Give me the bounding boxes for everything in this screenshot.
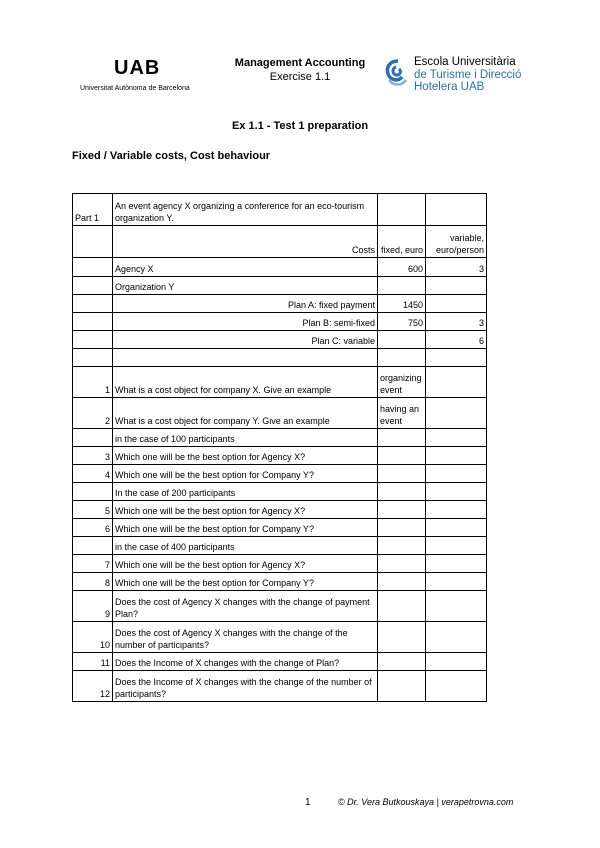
question-text: Does the cost of Agency X changes with the change of payment Plan? <box>113 591 378 622</box>
question-number: 8 <box>73 573 113 591</box>
case-label: in the case of 100 participants <box>113 429 378 447</box>
question-text: Which one will be the best option for Agency X? <box>113 555 378 573</box>
school-swirl-icon <box>384 58 410 88</box>
question-text: Which one will be the best option for Company Y? <box>113 465 378 483</box>
case-label: in the case of 400 participants <box>113 537 378 555</box>
question-row <box>73 591 487 622</box>
page-header <box>0 52 600 102</box>
plan-row <box>73 331 487 349</box>
uab-logo-subtitle: Universitat Autònoma de Barcelona <box>80 85 190 92</box>
question-row <box>73 465 487 483</box>
question-answer: having an event <box>378 398 426 429</box>
question-number: 4 <box>73 465 113 483</box>
question-row <box>73 622 487 653</box>
plan-label: Plan A: fixed payment <box>113 295 378 313</box>
page-number: 1 <box>305 797 311 808</box>
blank-row <box>73 349 487 367</box>
uab-logo <box>80 57 205 95</box>
question-answer: organizing event <box>378 367 426 398</box>
exercise-title: Ex 1.1 - Test 1 preparation <box>231 120 369 132</box>
school-name-line1: Escola Universitària <box>414 56 516 68</box>
agency-label: Agency X <box>113 258 378 277</box>
question-text: Which one will be the best option for Agency X? <box>113 447 378 465</box>
case-row <box>73 537 487 555</box>
case-row <box>73 483 487 501</box>
question-text: What is a cost object for company X. Give an example <box>113 367 378 398</box>
question-row <box>73 573 487 591</box>
case-label: In the case of 200 participants <box>113 483 378 501</box>
exercise-label: Exercise 1.1 <box>269 71 331 83</box>
question-row <box>73 555 487 573</box>
question-number: 7 <box>73 555 113 573</box>
part-label: Part 1 <box>73 194 113 226</box>
question-text: Does the cost of Agency X changes with the change of the number of participants? <box>113 622 378 653</box>
question-text: Which one will be the best option for Company Y? <box>113 573 378 591</box>
plan-variable <box>426 295 487 313</box>
header-row <box>73 226 487 258</box>
fixed-header: fixed, euro <box>378 226 426 258</box>
question-text: What is a cost object for company Y. Give an example <box>113 398 378 429</box>
question-text: Does the Income of X changes with the change of the number of participants? <box>113 671 378 702</box>
copyright-text: © Dr. Vera Butkouskaya | verapetrovna.com <box>338 797 514 807</box>
question-row <box>73 501 487 519</box>
question-row <box>73 398 487 429</box>
course-name: Management Accounting <box>234 57 366 69</box>
question-number: 11 <box>73 653 113 671</box>
question-number: 6 <box>73 519 113 537</box>
question-row <box>73 671 487 702</box>
plan-variable: 3 <box>426 313 487 331</box>
agency-variable: 3 <box>426 258 487 277</box>
cost-table <box>72 193 487 702</box>
question-number: 9 <box>73 591 113 622</box>
plan-row <box>73 295 487 313</box>
question-text: Does the Income of X changes with the change of Plan? <box>113 653 378 671</box>
course-heading <box>210 56 390 84</box>
question-row <box>73 367 487 398</box>
question-number: 3 <box>73 447 113 465</box>
agency-row <box>73 258 487 277</box>
plan-fixed <box>378 331 426 349</box>
intro-row <box>73 194 487 226</box>
question-row <box>73 519 487 537</box>
plan-fixed: 1450 <box>378 295 426 313</box>
plan-variable: 6 <box>426 331 487 349</box>
uab-logo-word: UAB <box>114 57 161 79</box>
school-name-line2: de Turisme i Direcció <box>414 68 522 81</box>
plan-label: Plan B: semi-fixed <box>113 313 378 331</box>
question-number: 2 <box>73 398 113 429</box>
variable-header: variable, euro/person <box>426 226 487 258</box>
question-number: 5 <box>73 501 113 519</box>
exercise-subtitle: Fixed / Variable costs, Cost behaviour <box>72 150 271 162</box>
question-number: 10 <box>73 622 113 653</box>
question-number: 1 <box>73 367 113 398</box>
plan-label: Plan C: variable <box>113 331 378 349</box>
intro-text: An event agency X organizing a conference for an eco-tourism organization Y. <box>113 194 378 226</box>
organization-row <box>73 277 487 295</box>
question-row <box>73 653 487 671</box>
costs-label: Costs <box>113 226 378 258</box>
agency-fixed: 600 <box>378 258 426 277</box>
school-name-line3: Hotelera UAB <box>414 81 485 93</box>
question-number: 12 <box>73 671 113 702</box>
question-text: Which one will be the best option for Company Y? <box>113 519 378 537</box>
school-logo <box>384 56 522 96</box>
question-text: Which one will be the best option for Agency X? <box>113 501 378 519</box>
organization-label: Organization Y <box>113 277 378 295</box>
plan-fixed: 750 <box>378 313 426 331</box>
school-name <box>414 56 521 94</box>
case-row <box>73 429 487 447</box>
plan-row <box>73 313 487 331</box>
question-row <box>73 447 487 465</box>
